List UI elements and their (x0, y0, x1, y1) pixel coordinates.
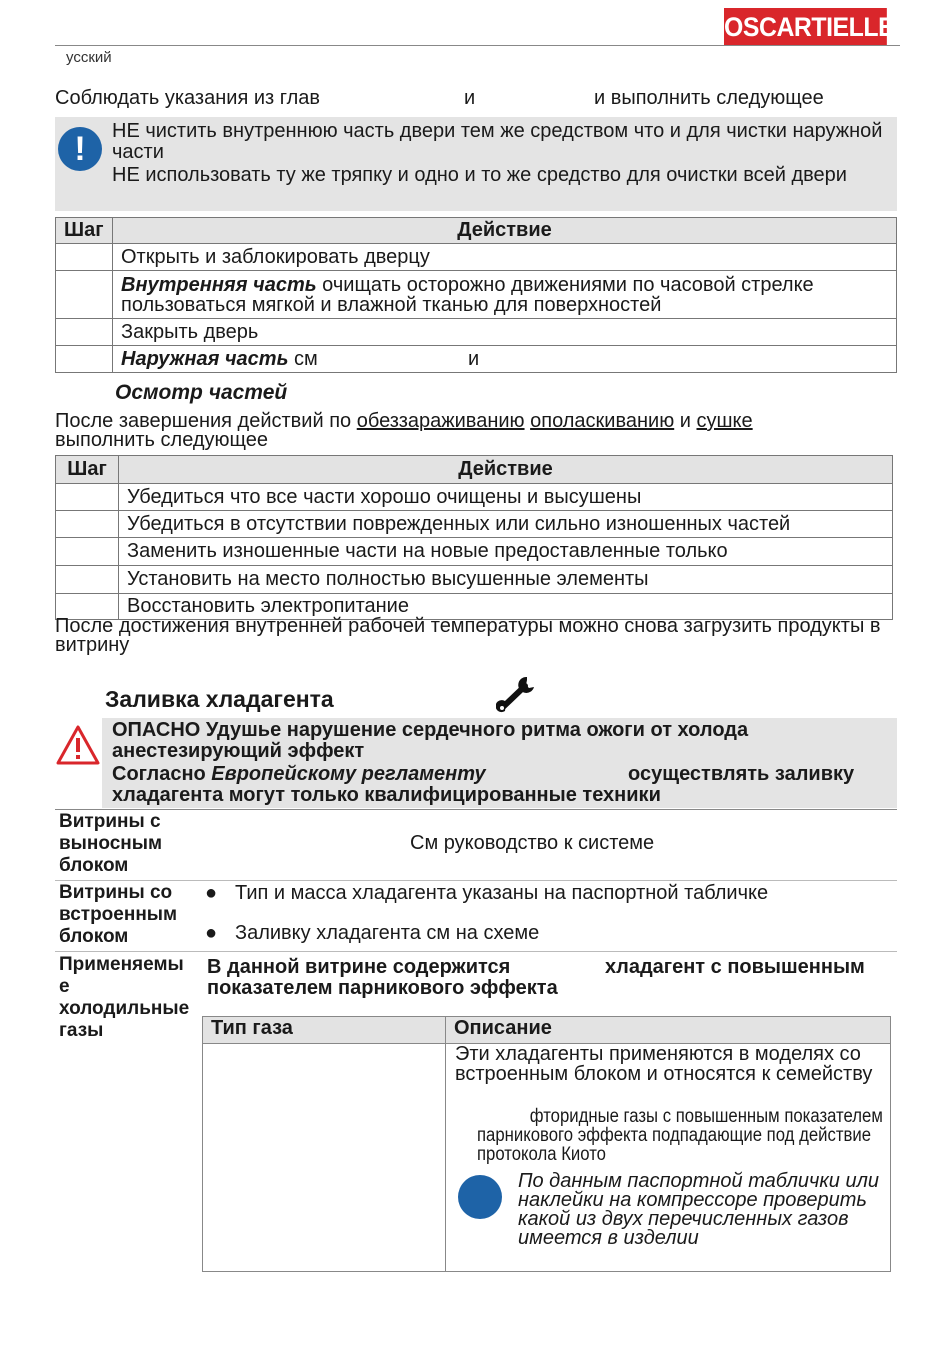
info-circle-icon (458, 1175, 502, 1219)
action-cell: Открыть и заблокировать дверцу (113, 244, 897, 271)
remote-unit-text: См руководство к системе (410, 832, 655, 854)
header-divider (55, 45, 900, 46)
action-cell: Установить на место полностью высушенные элементы (119, 566, 893, 594)
warning-box (102, 718, 897, 808)
link-disinfection[interactable]: обеззараживанию (356, 410, 525, 432)
gas-desc-p1: Эти хладагенты применяются в моделях со встроенным блоком и относятся к семейству (455, 1043, 873, 1085)
action-cell: Заменить изношенные части на новые предоставленные только (119, 538, 893, 566)
action-cell (113, 271, 897, 319)
remote-unit-label: Витрины с выносным блоком (59, 811, 163, 876)
inspect-text-after: выполнить следующее (55, 429, 269, 451)
col-step-header: Шаг (56, 218, 113, 244)
cleaning-steps-table (55, 217, 897, 373)
inspect-and: и (679, 410, 691, 432)
refill-title: Заливка хладагента (105, 686, 334, 712)
row-divider (55, 951, 897, 952)
bold-term: Наружная часть (121, 347, 289, 370)
gas-table (202, 1016, 891, 1272)
warning-divider (55, 809, 897, 810)
table-row (56, 319, 897, 346)
step-cell (56, 511, 119, 538)
inspect-paragraph (55, 411, 897, 431)
table-row (56, 484, 893, 511)
warning-line1: ОПАСНО Удушье нарушение сердечного ритма ожоги от холода анестезирующий эффект (112, 719, 749, 762)
table-row (56, 271, 897, 319)
gas-note: По данным паспортной таблички или наклейки на компрессоре проверить какой из двух перечисленных газов имеется в изделии (518, 1170, 879, 1249)
table-row (56, 538, 893, 566)
action-cell: Убедиться что все части хорошо очищены и высушены (119, 484, 893, 511)
exclamation-icon: ! (58, 127, 102, 171)
link-rinsing[interactable]: ополаскиванию (530, 410, 675, 432)
warning-line2-b: осуществлять заливку хладагента могут только квалифицированные техники (112, 763, 855, 806)
intro-part1: Соблюдать указания из глав (55, 87, 320, 109)
warning-line2-a: Согласно (112, 763, 212, 785)
gases-label: Применяемы е холодильные газы (59, 954, 190, 1041)
gas-type-cell (203, 1044, 446, 1272)
col-action-header: Действие (119, 456, 893, 484)
notice-box (55, 117, 897, 211)
inspect-title: Осмотр частей (115, 381, 288, 404)
step-cell (56, 244, 113, 271)
bullet-icon: ● (205, 922, 218, 944)
action-cell: Восстановить электропитание (119, 594, 893, 620)
intro-part2: и (464, 87, 476, 109)
action-text: очищать осторожно движениями по часовой стрелке пользоваться мягкой и влажной тканью для поверхностей (121, 273, 814, 316)
col-step-header: Шаг (56, 456, 119, 484)
col-description-header: Описание (446, 1017, 891, 1044)
notice-line1: НЕ чистить внутреннюю часть двери тем же средством что и для чистки наружной части (112, 120, 883, 163)
built-in-bullet1: Тип и масса хладагента указаны на паспортной табличке (235, 882, 769, 904)
brand-logo: OSCARTIELLE® (724, 8, 887, 46)
link-drying[interactable]: сушке (696, 410, 753, 432)
action-cell: Убедиться в отсутствии поврежденных или сильно изношенных частей (119, 511, 893, 538)
action-cell: Закрыть дверь (113, 319, 897, 346)
step-cell (56, 346, 113, 373)
action-text: см (288, 347, 318, 370)
row-divider (55, 880, 897, 881)
warning-triangle-icon (55, 724, 101, 766)
inspect-text-before: После завершения действий по (55, 410, 352, 432)
wrench-icon (496, 674, 538, 714)
table-row (203, 1044, 891, 1272)
step-cell (56, 566, 119, 594)
gases-lead-b: хладагент с повышенным показателем парникового эффекта (207, 956, 865, 999)
action-cell (113, 346, 897, 373)
step-cell (56, 538, 119, 566)
gas-desc-p2: фторидные газы с повышенным показателем парникового эффекта подпадающие под действие протокола Киото (477, 1106, 883, 1165)
intro-part3: и выполнить следующее (594, 87, 824, 109)
bullet-icon: ● (205, 882, 218, 904)
table-row (56, 566, 893, 594)
built-in-label: Витрины со встроенным блоком (59, 882, 178, 947)
gas-description-cell (446, 1044, 891, 1272)
table-row (56, 244, 897, 271)
bold-term: Внутренняя часть (121, 273, 317, 296)
built-in-bullet2: Заливку хладагента см на схеме (235, 922, 540, 944)
step-cell (56, 484, 119, 511)
col-gas-type-header: Тип газа (203, 1017, 446, 1044)
language-label: усский (66, 49, 112, 66)
notice-line2: НЕ использовать ту же тряпку и одно и то же средство для очистки всей двери (112, 164, 847, 186)
action-tail: и (468, 348, 480, 370)
table-row (56, 346, 897, 373)
step-cell (56, 319, 113, 346)
step-cell (56, 271, 113, 319)
warning-regulation: Европейскому регламенту (211, 763, 486, 785)
inspection-steps-table (55, 455, 893, 620)
gases-lead-a: В данной витрине содержится (207, 956, 511, 978)
col-action-header: Действие (113, 218, 897, 244)
table-row (56, 511, 893, 538)
after-text: После достижения внутренней рабочей температуры можно снова загрузить продукты в витрину (55, 615, 881, 656)
